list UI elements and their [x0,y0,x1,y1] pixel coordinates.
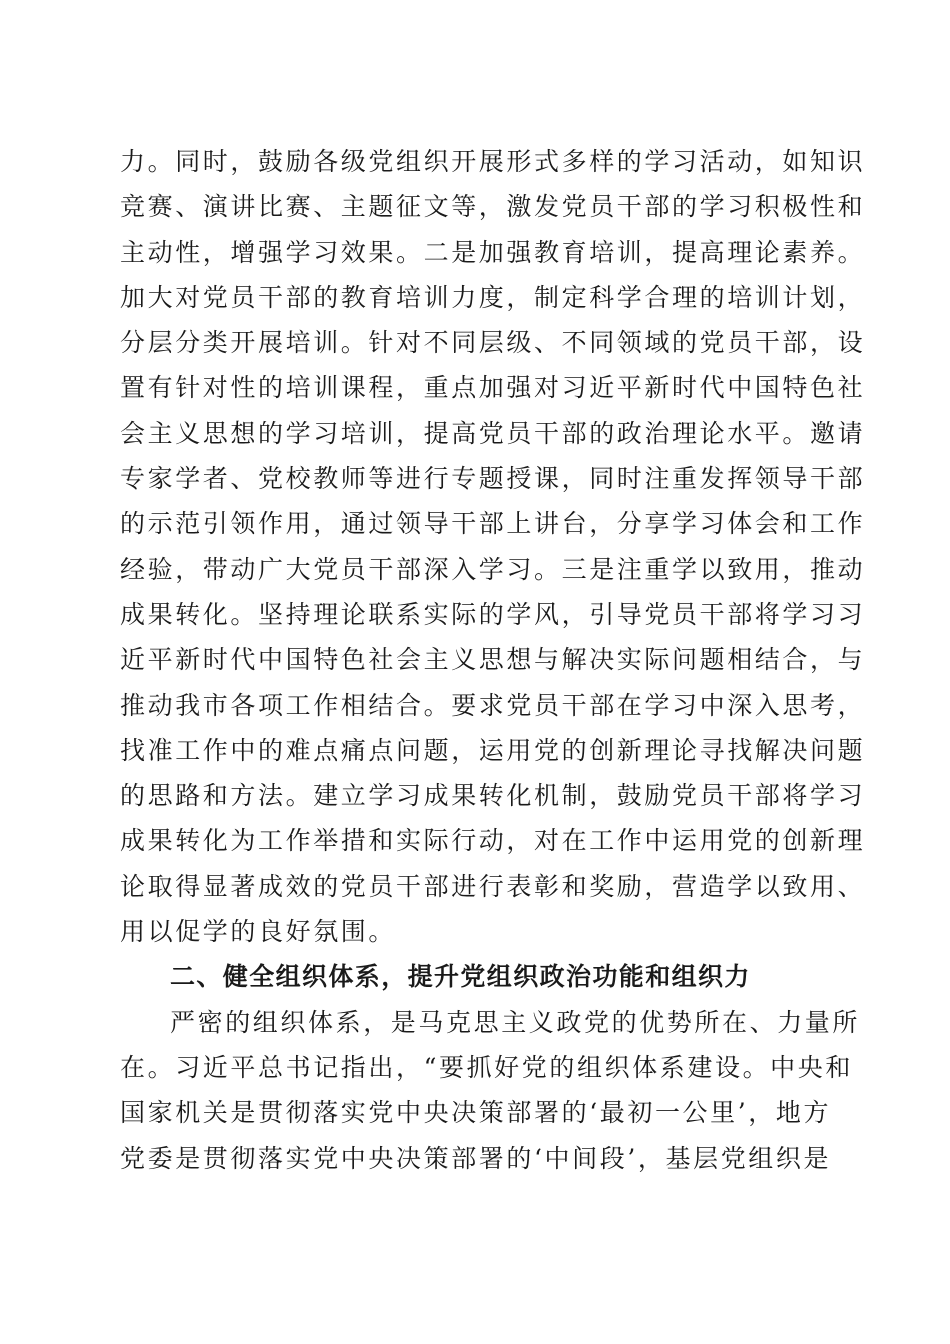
section-heading: 二、健全组织体系，提升党组织政治功能和组织力 [170,962,751,992]
text-line: 主动性，增强学习效果。二是加强教育培训，提高理论素养。 [120,237,866,267]
text-line: 成果转化。坚持理论联系实际的学风，引导党员干部将学习习 [120,599,866,629]
text-line: 在。习近平总书记指出，“要抓好党的组织体系建设。中央和 [120,1052,853,1082]
text-line: 国家机关是贯彻落实党中央决策部署的‘最初一公里’，地方 [120,1098,832,1128]
text-line: 分层分类开展培训。针对不同层级、不同领域的党员干部，设 [120,328,866,358]
text-line: 党委是贯彻落实党中央决策部署的‘中间段’，基层党组织是 [120,1143,832,1173]
text-line: 近平新时代中国特色社会主义思想与解决实际问题相结合，与 [120,645,866,675]
text-line: 置有针对性的培训课程，重点加强对习近平新时代中国特色社 [120,373,866,403]
text-line: 推动我市各项工作相结合。要求党员干部在学习中深入思考， [120,690,866,720]
paragraph-first-line: 严密的组织体系，是马克思主义政党的优势所在、力量所 [170,1007,861,1037]
text-line: 的思路和方法。建立学习成果转化机制，鼓励党员干部将学习 [120,781,866,811]
text-line: 成果转化为工作举措和实际行动，对在工作中运用党的创新理 [120,826,866,856]
text-line: 竞赛、演讲比赛、主题征文等，激发党员干部的学习积极性和 [120,192,866,222]
paragraph-last-line: 用以促学的良好氛围。 [120,917,397,947]
text-line: 加大对党员干部的教育培训力度，制定科学合理的培训计划， [120,282,866,312]
text-line: 经验，带动广大党员干部深入学习。三是注重学以致用，推动 [120,554,866,584]
text-line: 专家学者、党校教师等进行专题授课，同时注重发挥领导干部 [120,464,866,494]
text-line: 的示范引领作用，通过领导干部上讲台，分享学习体会和工作 [120,509,866,539]
text-line: 会主义思想的学习培训，提高党员干部的政治理论水平。邀请 [120,418,866,448]
text-line: 力。同时，鼓励各级党组织开展形式多样的学习活动，如知识 [120,147,866,176]
text-line: 论取得显著成效的党员干部进行表彰和奖励，营造学以致用、 [120,871,866,901]
text-line: 找准工作中的难点痛点问题，运用党的创新理论寻找解决问题 [120,735,866,765]
document-body [120,139,866,1181]
